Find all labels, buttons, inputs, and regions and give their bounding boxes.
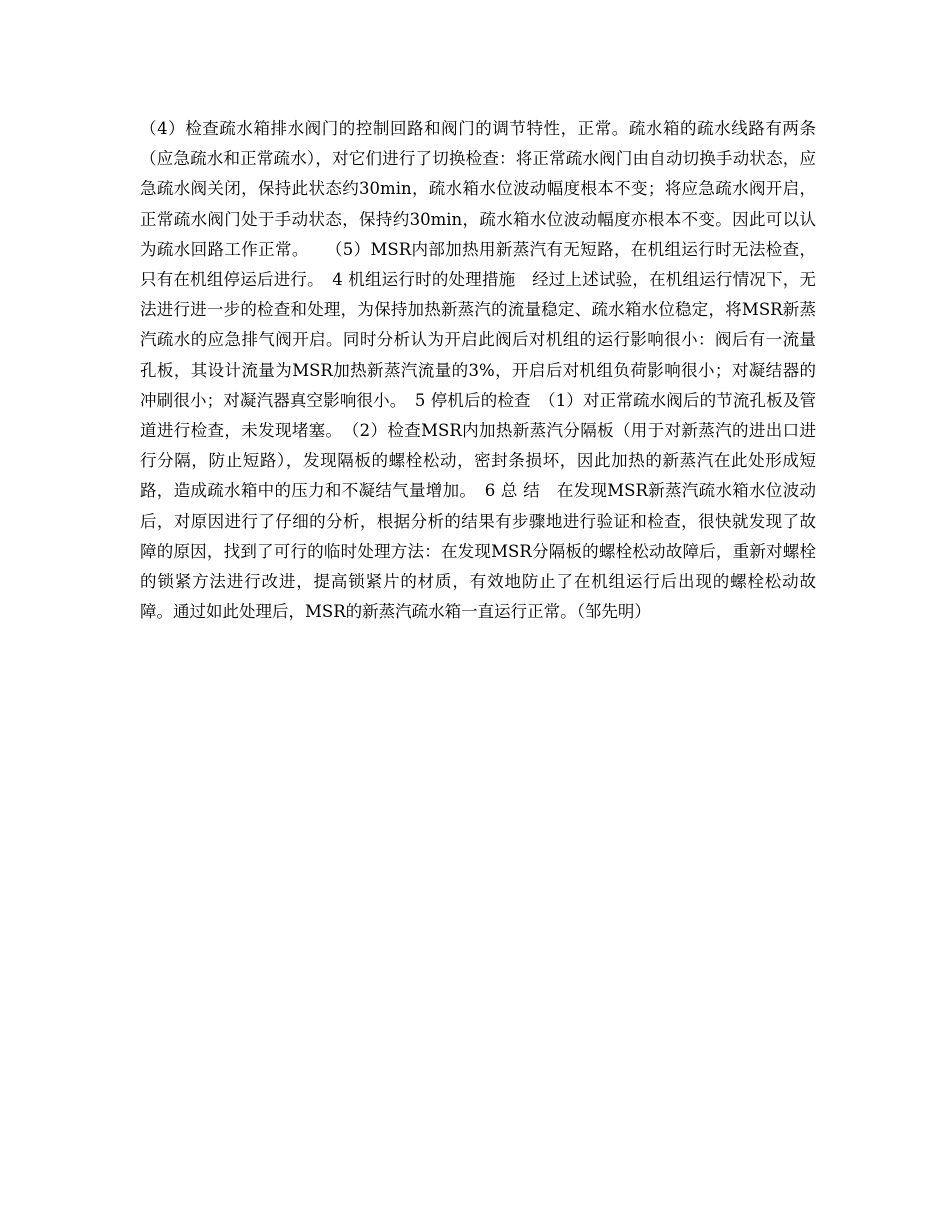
body-paragraph: （4）检查疏水箱排水阀门的控制回路和阀门的调节特性，正常。疏水箱的疏水线路有两条（应急疏水和正常疏水），对它们进行了切换检查：将正常疏水阀门由自动切换手动状态，应急疏水阀关闭，保持此状态约30min，疏水箱水位波动幅度根本不变；将应急疏水阀开启，正常疏水阀门处于手动状态，保持约30min，疏水箱水位波动幅度亦根本不变。因此可以认为疏水回路工作正常。 （5）MSR内部加热用新蒸汽有无短路，在机组运行时无法检查，只有在机组停运后进行。 4 机组运行时的处理措施 经过上述试验，在机组运行情况下，无法进行进一步的检查和处理，为保持加热新蒸汽的流量稳定、疏水箱水位稳定，将MSR新蒸汽疏水的应急排气阀开启。同时分析认为开启此阀后对机组的运行影响很小：阀后有一流量孔板，其设计流量为MSR加热新蒸汽流量的3%，开启后对机组负荷影响很小；对凝结器的冲刷很小；对凝汽器真空影响很小。 5 停机后的检查 （1）对正常疏水阀后的节流孔板及管道进行检查，未发现堵塞。 （2）检查MSR内加热新蒸汽分隔板（用于对新蒸汽的进出口进行分隔，防止短路），发现隔板的螺栓松动，密封条损坏，因此加热的新蒸汽在此处形成短路，造成疏水箱中的压力和不凝结气量增加。 6 总 结 在发现MSR新蒸汽疏水箱水位波动后，对原因进行了仔细的分析，根据分析的结果有步骤地进行验证和检查，很快就发现了故障的原因，找到了可行的临时处理方法：在发现MSR分隔板的螺栓松动故障后，重新对螺栓的锁紧方法进行改进，提高锁紧片的材质，有效地防止了在机组运行后出现的螺栓松动故障。通过如此处理后，MSR的新蒸汽疏水箱一直运行正常。（邹先明） bbox=[140, 119, 816, 622]
